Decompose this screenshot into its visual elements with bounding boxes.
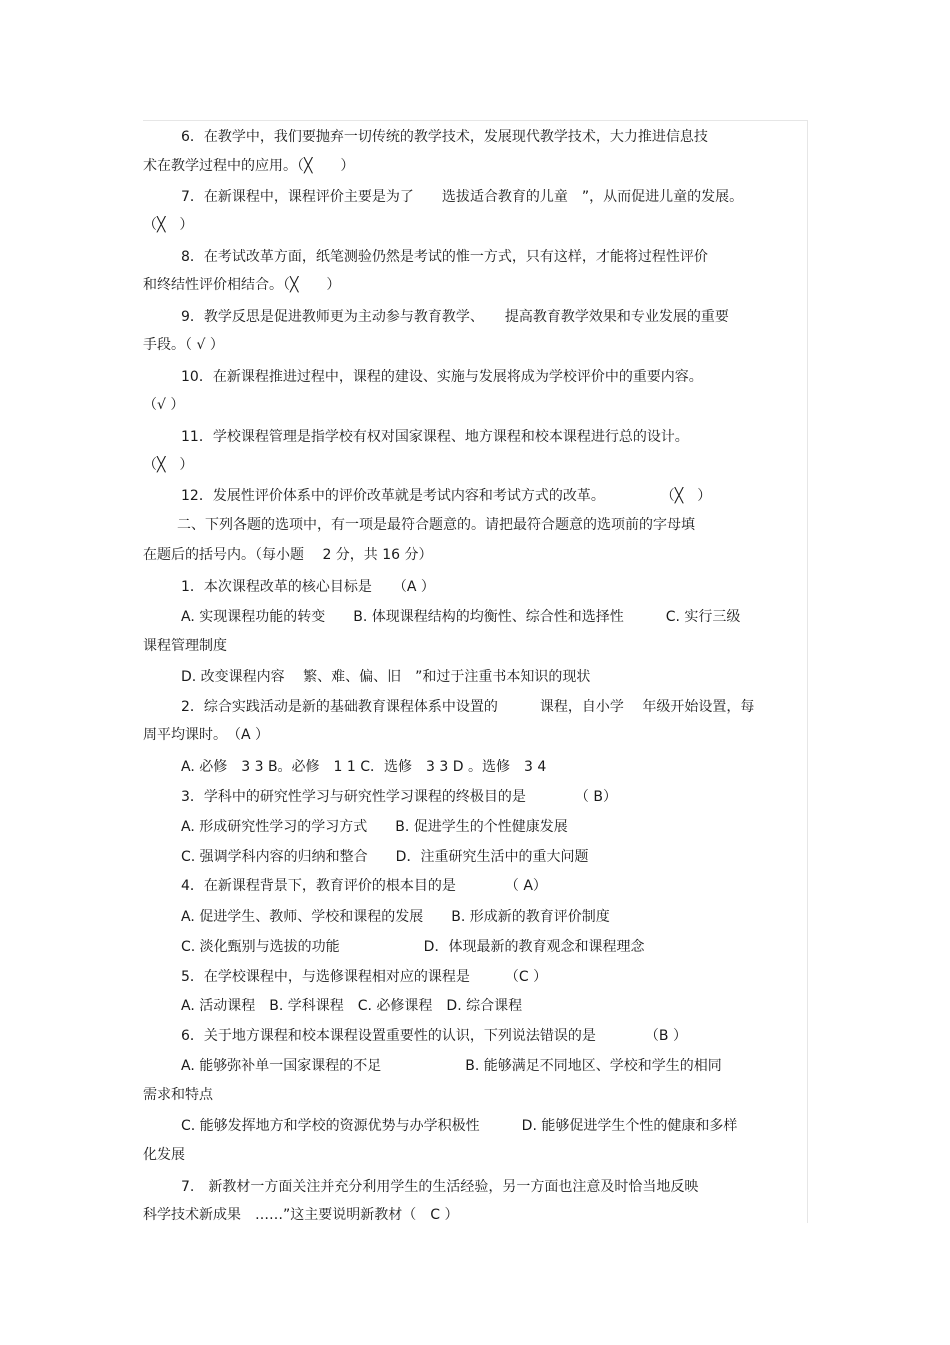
text-line: C. 强调学科内容的归纳和整合 D．注重研究生活中的重大问题 — [181, 849, 589, 865]
text-line: 10．在新课程推进过程中，课程的建设、实施与发展将成为学校评价中的重要内容。 — [181, 369, 703, 385]
text-line: 课程管理制度 — [143, 638, 227, 654]
text-line: 11．学校课程管理是指学校有权对国家课程、地方课程和校本课程进行总的设计。 — [181, 429, 689, 445]
text-line: C. 淡化甄别与选拔的功能 D．体现最新的教育观念和课程理念 — [181, 939, 645, 955]
text-line: 7．在新课程中，课程评价主要是为了 选拔适合教育的儿童 ”，从而促进儿童的发展。 — [181, 189, 744, 205]
text-line: A. 能够弥补单一国家课程的不足 B. 能够满足不同地区、学校和学生的相同 — [181, 1058, 722, 1074]
text-line: （√ ） — [143, 397, 185, 413]
text-line: 3．学科中的研究性学习与研究性学习课程的终极目的是 （ B） — [181, 789, 617, 805]
text-line: 科学技术新成果 ……”这主要说明新教材（ C ） — [143, 1207, 459, 1223]
text-line: 6．关于地方课程和校本课程设置重要性的认识，下列说法错误的是 （B ） — [181, 1028, 687, 1044]
text-line: 术在教学过程中的应用。（╳ ） — [143, 158, 355, 174]
text-line: C. 能够发挥地方和学校的资源优势与办学积极性 D. 能够促进学生个性的健康和多样 — [181, 1118, 738, 1134]
text-line: A. 必修 3 3 B。必修 1 1 C．选修 3 3 D 。选修 3 4 — [181, 759, 547, 775]
text-line: （╳ ） — [143, 457, 194, 473]
text-line: 化发展 — [143, 1147, 185, 1163]
text-line: 6．在教学中，我们要抛弃一切传统的教学技术，发展现代教学技术，大力推进信息技 — [181, 129, 708, 145]
text-line: （╳ ） — [143, 217, 194, 233]
text-line: 5．在学校课程中，与选修课程相对应的课程是 （C ） — [181, 969, 548, 985]
text-line: 4．在新课程背景下，教育评价的根本目的是 （ A） — [181, 878, 547, 894]
text-line: 2．综合实践活动是新的基础教育课程体系中设置的 课程，自小学 年级开始设置，每 — [181, 699, 755, 715]
text-line: 8．在考试改革方面，纸笔测验仍然是考试的惟一方式，只有这样，才能将过程性评价 — [181, 249, 708, 265]
text-line: A. 形成研究性学习的学习方式 B. 促进学生的个性健康发展 — [181, 819, 568, 835]
text-line: 和终结性评价相结合。（╳ ） — [143, 277, 341, 293]
text-line: 9．教学反思是促进教师更为主动参与教育教学、 提高教育教学效果和专业发展的重要 — [181, 309, 729, 325]
text-line: 7. 新教材一方面关注并充分利用学生的生活经验，另一方面也注意及时恰当地反映 — [181, 1179, 699, 1195]
text-line: 二、下列各题的选项中，有一项是最符合题意的。请把最符合题意的选项前的字母填 — [177, 517, 695, 533]
text-line: 1．本次课程改革的核心目标是 （A ） — [181, 579, 435, 595]
text-line: 在题后的括号内。（每小题 2 分，共 16 分） — [143, 547, 433, 563]
text-line: A. 实现课程功能的转变 B. 体现课程结构的均衡性、综合性和选择性 C. 实行三级 — [181, 609, 741, 625]
text-line: 周平均课时。 （A ） — [143, 727, 270, 743]
text-line: 手段。（ √ ） — [143, 337, 224, 353]
text-line: 需求和特点 — [143, 1087, 213, 1103]
text-line: 12．发展性评价体系中的评价改革就是考试内容和考试方式的改革。 （╳ ） — [181, 488, 712, 504]
text-line: A. 活动课程 B. 学科课程 C. 必修课程 D. 综合课程 — [181, 998, 523, 1014]
text-line: D. 改变课程内容 繁、难、偏、旧 ”和过于注重书本知识的现状 — [181, 669, 591, 685]
text-line: A. 促进学生、教师、学校和课程的发展 B. 形成新的教育评价制度 — [181, 909, 610, 925]
